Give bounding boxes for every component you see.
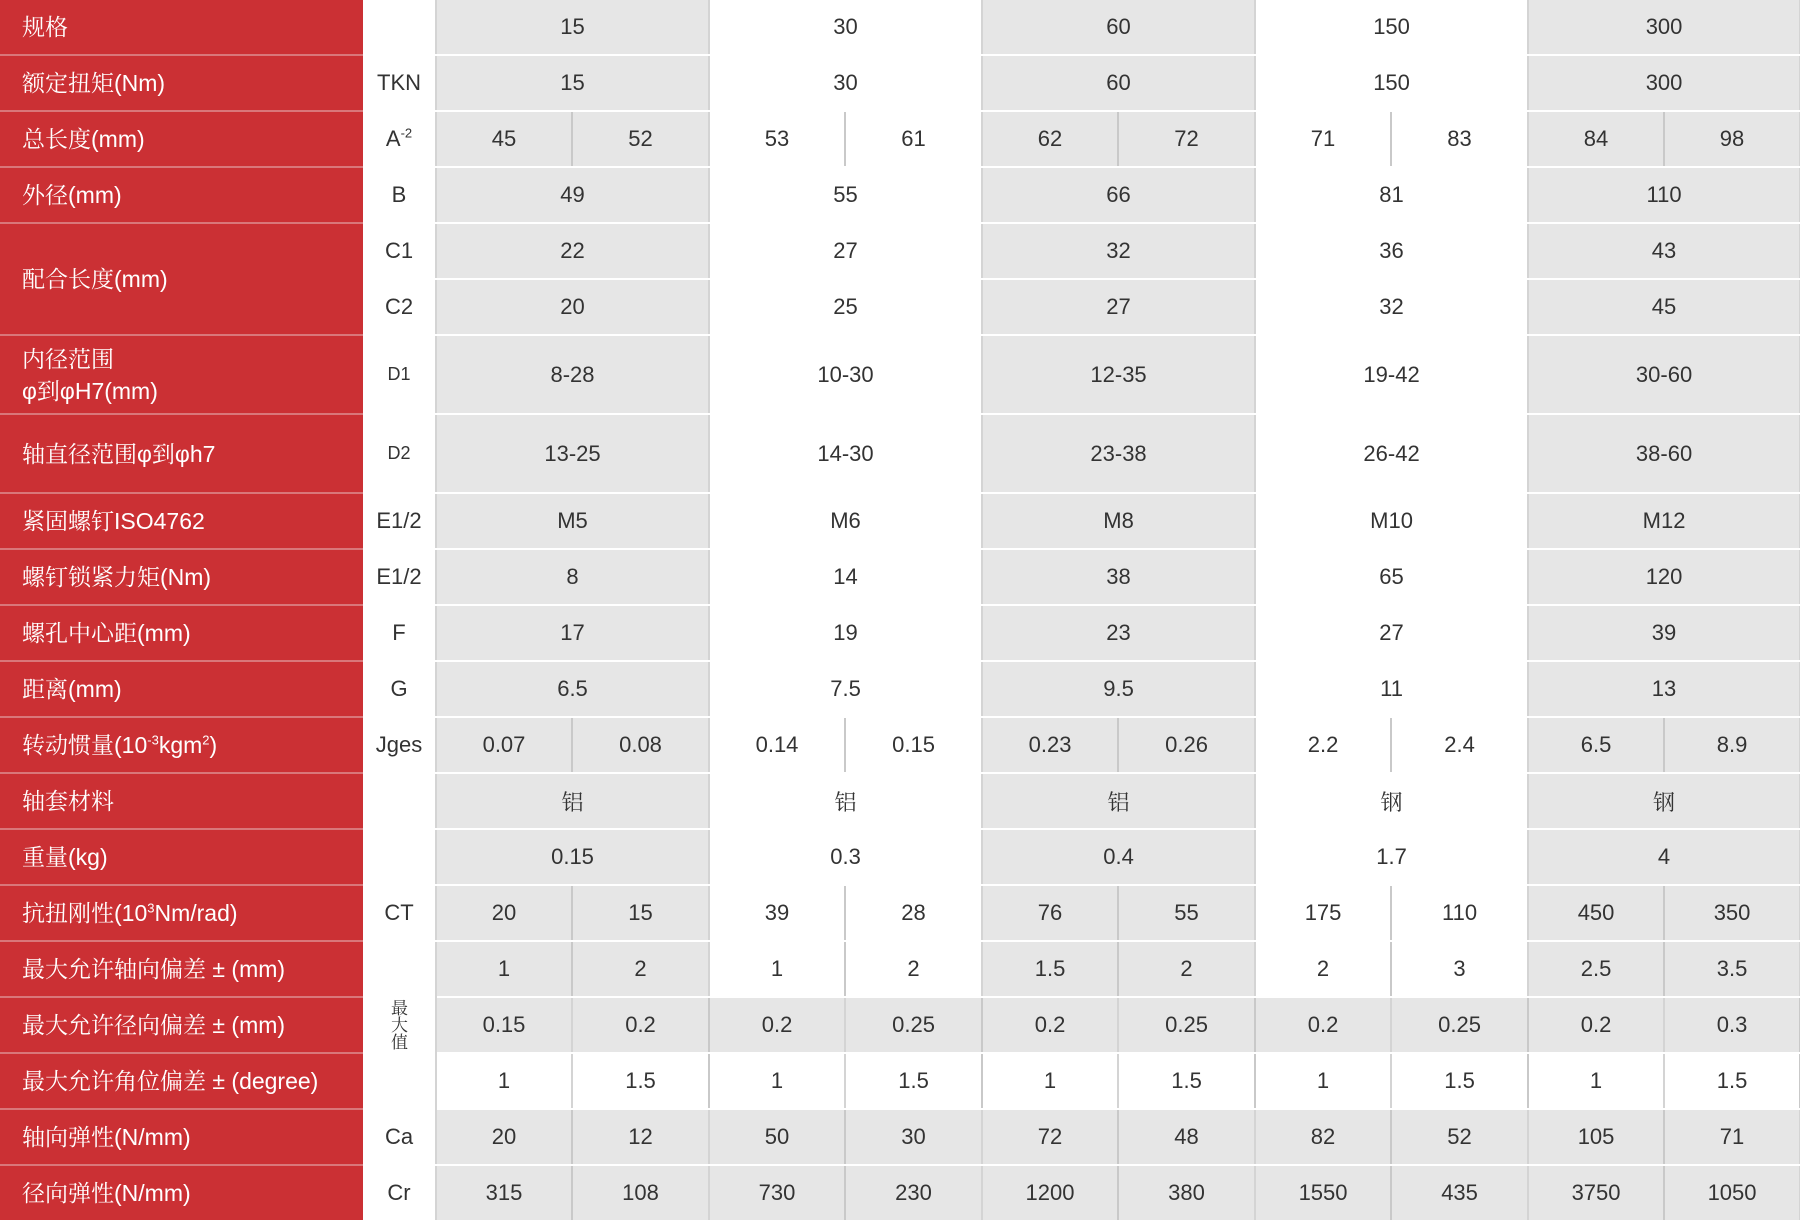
row-code: E1/2 [362, 493, 436, 549]
row-label [0, 717, 362, 773]
row-shaft-range [0, 414, 1800, 493]
spec-cell: 15 [436, 55, 709, 111]
spec-cell: 66 [982, 167, 1255, 223]
spec-cell: 26-42 [1255, 414, 1528, 493]
spec-cell: 38 [982, 549, 1255, 605]
spec-cell: 19 [709, 605, 982, 661]
spec-cell: 150 [1255, 55, 1528, 111]
spec-cell: 28 [845, 885, 982, 941]
row-label [0, 335, 362, 414]
spec-cell: 120 [1528, 549, 1800, 605]
row-inertia [0, 717, 1800, 773]
spec-cell: 32 [1255, 279, 1528, 335]
row-code [362, 0, 436, 55]
row-code: Jges [362, 717, 436, 773]
spec-cell: 3 [1391, 941, 1528, 997]
spec-cell: 300 [1528, 55, 1800, 111]
spec-cell: 15 [572, 885, 709, 941]
spec-cell: 23-38 [982, 414, 1255, 493]
label-superscript: 3 [147, 900, 155, 916]
spec-cell: 0.2 [1528, 997, 1664, 1053]
spec-cell: 9.5 [982, 661, 1255, 717]
spec-cell: 30 [845, 1109, 982, 1165]
spec-cell: 83 [1391, 111, 1528, 167]
spec-cell: 0.2 [572, 997, 709, 1053]
label-end: ) [209, 732, 218, 758]
row-torque [0, 55, 1800, 111]
row-total-length [0, 111, 1800, 167]
spec-cell: 23 [982, 605, 1255, 661]
row-label: 规格 [0, 0, 362, 55]
spec-cell: 72 [982, 1109, 1118, 1165]
spec-cell: 175 [1255, 885, 1391, 941]
spec-cell: 12-35 [982, 335, 1255, 414]
row-label: 最大允许径向偏差 ± (mm) [0, 997, 362, 1053]
spec-cell: 20 [436, 279, 709, 335]
spec-cell: 300 [1528, 0, 1800, 55]
spec-cell: 39 [1528, 605, 1800, 661]
label-base: 抗扭刚性(10 [22, 900, 148, 926]
spec-cell: 76 [982, 885, 1118, 941]
row-code: F [362, 605, 436, 661]
spec-cell: 17 [436, 605, 709, 661]
spec-cell: 6.5 [1528, 717, 1664, 773]
label-base: 转动惯量(10 [22, 732, 148, 758]
spec-cell: 15 [436, 0, 709, 55]
row-code [362, 773, 436, 829]
row-label: 螺钉锁紧力矩(Nm) [0, 549, 362, 605]
spec-cell: 8.9 [1664, 717, 1800, 773]
row-label [0, 885, 362, 941]
spec-cell: 0.15 [845, 717, 982, 773]
row-label: 紧固螺钉ISO4762 [0, 493, 362, 549]
spec-cell: 0.14 [709, 717, 845, 773]
spec-cell: 60 [982, 0, 1255, 55]
spec-cell: 52 [1391, 1109, 1528, 1165]
spec-cell: 0.25 [845, 997, 982, 1053]
spec-cell: 1200 [982, 1165, 1118, 1220]
spec-cell: 108 [572, 1165, 709, 1220]
spec-cell: 435 [1391, 1165, 1528, 1220]
spec-cell: 2.5 [1528, 941, 1664, 997]
spec-cell: 1.7 [1255, 829, 1528, 885]
spec-cell: 27 [982, 279, 1255, 335]
spec-cell: 钢 [1528, 773, 1800, 829]
spec-cell: 55 [1118, 885, 1255, 941]
spec-cell: 1 [436, 1053, 572, 1109]
spec-cell: 43 [1528, 223, 1800, 279]
spec-cell: M5 [436, 493, 709, 549]
spec-cell: 14 [709, 549, 982, 605]
spec-cell: 81 [1255, 167, 1528, 223]
spec-cell: 36 [1255, 223, 1528, 279]
code-base: A [385, 126, 401, 151]
spec-cell: 30 [709, 0, 982, 55]
label-superscript: -3 [147, 732, 159, 748]
row-code: B [362, 167, 436, 223]
spec-cell: 1.5 [982, 941, 1118, 997]
spec-cell: 11 [1255, 661, 1528, 717]
spec-cell: 19-42 [1255, 335, 1528, 414]
spec-cell: 380 [1118, 1165, 1255, 1220]
spec-cell: 230 [845, 1165, 982, 1220]
spec-cell: 38-60 [1528, 414, 1800, 493]
label-mid: kgm [158, 732, 203, 758]
spec-cell: 20 [436, 885, 572, 941]
spec-cell: 110 [1391, 885, 1528, 941]
spec-cell: 150 [1255, 0, 1528, 55]
spec-cell: 30 [709, 55, 982, 111]
spec-cell: 1.5 [1664, 1053, 1800, 1109]
row-label: 轴直径范围φ到φh7 [0, 414, 362, 493]
spec-cell: 6.5 [436, 661, 709, 717]
spec-cell: 1 [709, 941, 845, 997]
spec-cell: 20 [436, 1109, 572, 1165]
row-axial-elasticity [0, 1109, 1800, 1165]
spec-cell: 2 [1118, 941, 1255, 997]
row-fit-c1 [0, 223, 1800, 279]
row-label: 距离(mm) [0, 661, 362, 717]
row-code [362, 111, 436, 167]
spec-cell: 2 [1255, 941, 1391, 997]
row-label: 重量(kg) [0, 829, 362, 885]
spec-cell: 0.23 [982, 717, 1118, 773]
spec-cell: M12 [1528, 493, 1800, 549]
row-label: 额定扭矩(Nm) [0, 55, 362, 111]
spec-cell: 0.2 [709, 997, 845, 1053]
spec-cell: 铝 [982, 773, 1255, 829]
spec-cell: 4 [1528, 829, 1800, 885]
row-stiffness [0, 885, 1800, 941]
row-code: TKN [362, 55, 436, 111]
spec-cell: 84 [1528, 111, 1664, 167]
spec-cell: 8-28 [436, 335, 709, 414]
spec-cell: 0.2 [1255, 997, 1391, 1053]
spec-cell: M6 [709, 493, 982, 549]
spec-cell: 62 [982, 111, 1118, 167]
spec-cell: M8 [982, 493, 1255, 549]
row-code: D1 [362, 335, 436, 414]
spec-cell: 1 [709, 1053, 845, 1109]
spec-cell: 0.25 [1118, 997, 1255, 1053]
spec-cell: 55 [709, 167, 982, 223]
row-distance [0, 661, 1800, 717]
spec-cell: 2.4 [1391, 717, 1528, 773]
row-label: 径向弹性(N/mm) [0, 1165, 362, 1220]
spec-cell: 1 [436, 941, 572, 997]
spec-cell: 1 [982, 1053, 1118, 1109]
row-code: Ca [362, 1109, 436, 1165]
spec-cell: 98 [1664, 111, 1800, 167]
row-code [362, 829, 436, 885]
row-code: 最大值 [362, 941, 436, 1109]
spec-cell: 61 [845, 111, 982, 167]
spec-cell: 铝 [436, 773, 709, 829]
row-bore-range [0, 335, 1800, 414]
spec-cell: 1.5 [572, 1053, 709, 1109]
spec-cell: 1 [1255, 1053, 1391, 1109]
spec-cell: 1.5 [1118, 1053, 1255, 1109]
spec-cell: 0.4 [982, 829, 1255, 885]
label-superscript-2: 2 [202, 732, 210, 748]
spec-cell: 14-30 [709, 414, 982, 493]
row-label: 轴套材料 [0, 773, 362, 829]
spec-cell: 1 [1528, 1053, 1664, 1109]
spec-cell: 2 [845, 941, 982, 997]
spec-cell: 71 [1255, 111, 1391, 167]
spec-cell: 65 [1255, 549, 1528, 605]
label-line-2: φ到φH7(mm) [22, 377, 158, 404]
spec-cell: 铝 [709, 773, 982, 829]
spec-cell: 71 [1664, 1109, 1800, 1165]
spec-cell: 1550 [1255, 1165, 1391, 1220]
spec-cell: 0.2 [982, 997, 1118, 1053]
code-superscript: -2 [400, 125, 413, 141]
row-screw-torque [0, 549, 1800, 605]
spec-cell: 450 [1528, 885, 1664, 941]
spec-cell: 1050 [1664, 1165, 1800, 1220]
spec-cell: 0.07 [436, 717, 572, 773]
spec-cell: 1.5 [1391, 1053, 1528, 1109]
spec-cell: 45 [1528, 279, 1800, 335]
spec-cell: 0.15 [436, 997, 572, 1053]
spec-cell: 110 [1528, 167, 1800, 223]
spec-cell: 13-25 [436, 414, 709, 493]
spec-cell: 0.08 [572, 717, 709, 773]
row-label: 总长度(mm) [0, 111, 362, 167]
row-angular-deviation [0, 1053, 1800, 1109]
spec-cell: 730 [709, 1165, 845, 1220]
spec-cell: 0.3 [1664, 997, 1800, 1053]
spec-cell: 315 [436, 1165, 572, 1220]
row-code: D2 [362, 414, 436, 493]
spec-cell: 10-30 [709, 335, 982, 414]
row-label: 轴向弹性(N/mm) [0, 1109, 362, 1165]
spec-cell: 105 [1528, 1109, 1664, 1165]
row-hole-distance [0, 605, 1800, 661]
spec-cell: 27 [1255, 605, 1528, 661]
row-code: C1 [362, 223, 436, 279]
spec-cell: 8 [436, 549, 709, 605]
spec-cell: 0.25 [1391, 997, 1528, 1053]
spec-cell: 2 [572, 941, 709, 997]
spec-cell: 48 [1118, 1109, 1255, 1165]
row-code: E1/2 [362, 549, 436, 605]
spec-cell: 25 [709, 279, 982, 335]
row-code: C2 [362, 279, 436, 335]
row-radial-elasticity [0, 1165, 1800, 1220]
spec-cell: 72 [1118, 111, 1255, 167]
spec-cell: 39 [709, 885, 845, 941]
spec-cell: 0.15 [436, 829, 709, 885]
row-label: 外径(mm) [0, 167, 362, 223]
spec-cell: 3.5 [1664, 941, 1800, 997]
spec-cell: 350 [1664, 885, 1800, 941]
spec-cell: 0.26 [1118, 717, 1255, 773]
spec-cell: 钢 [1255, 773, 1528, 829]
spec-cell: 12 [572, 1109, 709, 1165]
spec-cell: 2.2 [1255, 717, 1391, 773]
row-label: 螺孔中心距(mm) [0, 605, 362, 661]
spec-cell: 60 [982, 55, 1255, 111]
spec-cell: 32 [982, 223, 1255, 279]
spec-cell: 13 [1528, 661, 1800, 717]
row-label: 配合长度(mm) [0, 223, 362, 335]
row-material [0, 773, 1800, 829]
row-label: 最大允许轴向偏差 ± (mm) [0, 941, 362, 997]
spec-cell: 3750 [1528, 1165, 1664, 1220]
label-end: Nm/rad) [154, 900, 238, 926]
row-code: Cr [362, 1165, 436, 1220]
spec-cell: 52 [572, 111, 709, 167]
spec-cell: 49 [436, 167, 709, 223]
row-label: 最大允许角位偏差 ± (degree) [0, 1053, 362, 1109]
row-outer-diameter [0, 167, 1800, 223]
row-weight [0, 829, 1800, 885]
row-spec [0, 0, 1800, 55]
spec-cell: 1.5 [845, 1053, 982, 1109]
spec-cell: 0.3 [709, 829, 982, 885]
spec-cell: 22 [436, 223, 709, 279]
row-axial-deviation [0, 941, 1800, 997]
row-code: CT [362, 885, 436, 941]
spec-cell: 30-60 [1528, 335, 1800, 414]
spec-cell: 7.5 [709, 661, 982, 717]
row-radial-deviation [0, 997, 1800, 1053]
spec-cell: 27 [709, 223, 982, 279]
spec-cell: 82 [1255, 1109, 1391, 1165]
spec-cell: 53 [709, 111, 845, 167]
spec-cell: 45 [436, 111, 572, 167]
spec-cell: 50 [709, 1109, 845, 1165]
label-line-1: 内径范围 [22, 345, 114, 372]
spec-cell: M10 [1255, 493, 1528, 549]
row-code: G [362, 661, 436, 717]
row-screw [0, 493, 1800, 549]
